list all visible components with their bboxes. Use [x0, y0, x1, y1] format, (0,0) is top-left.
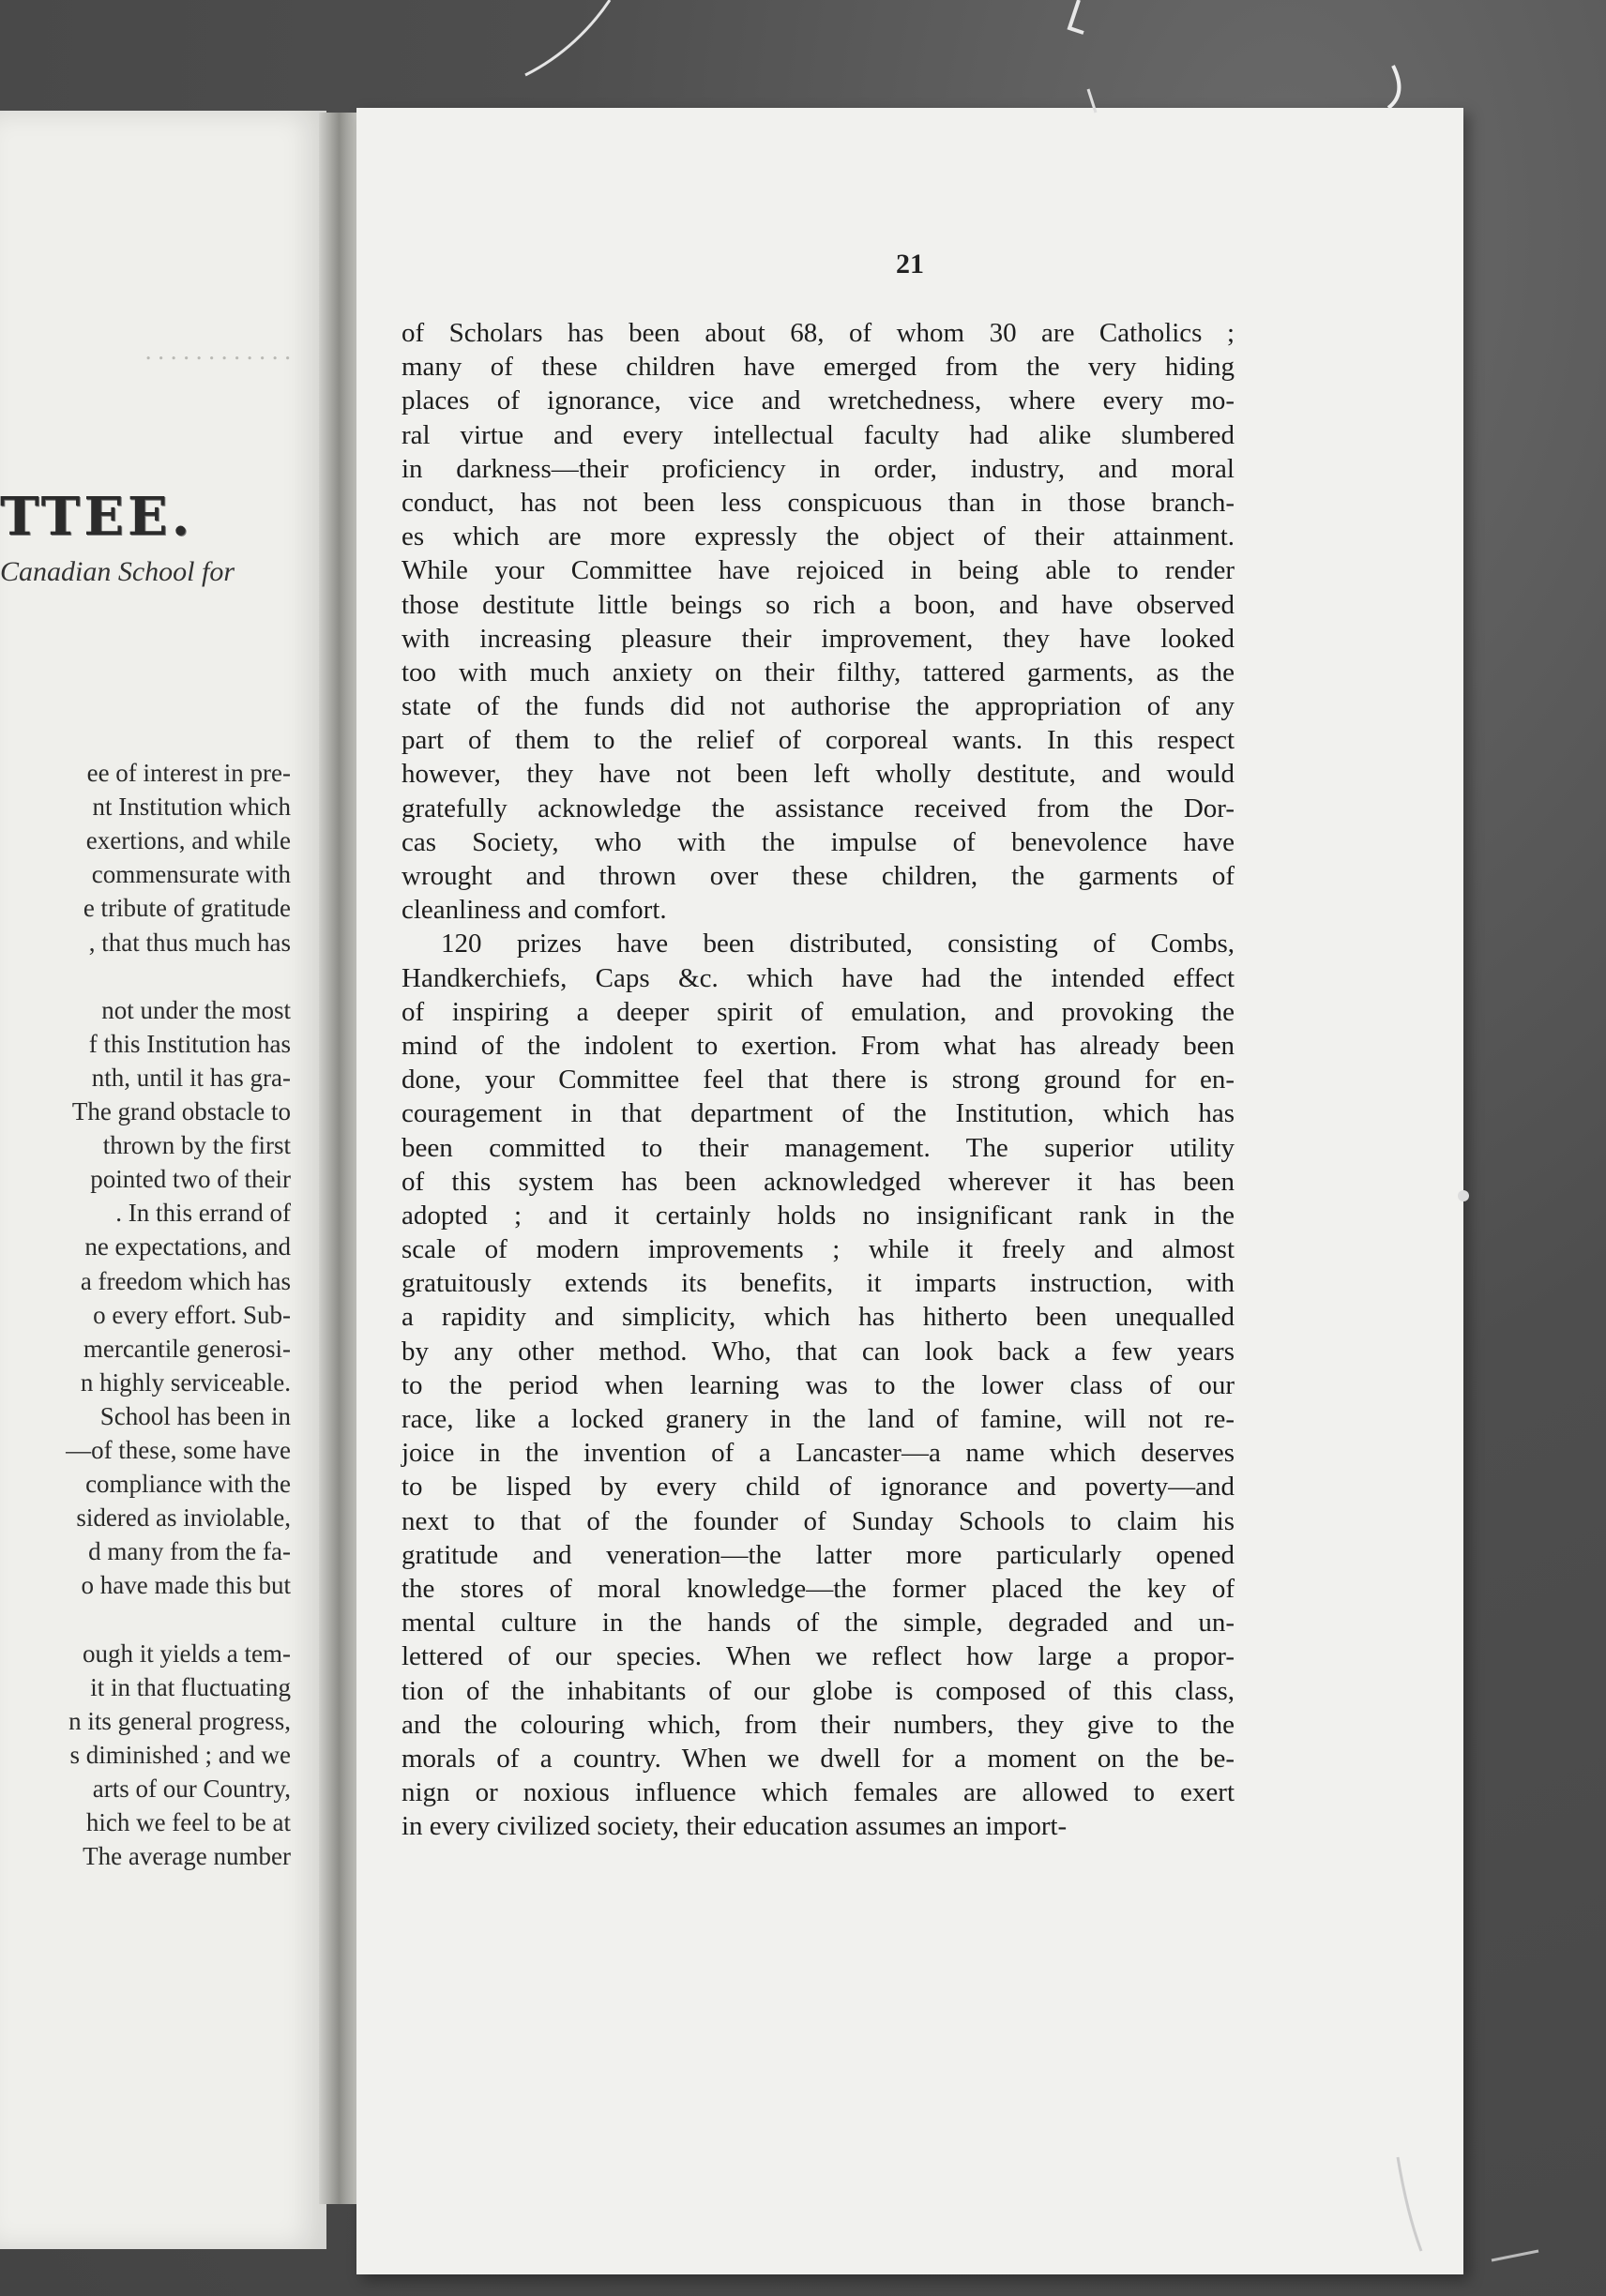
left-text-line: arts of our Country, [92, 1775, 291, 1803]
left-text-line: The grand obstacle to [71, 1097, 291, 1125]
left-text-line: d many from the fa- [88, 1537, 291, 1566]
text-line: with increasing pleasure their improvement, they have looked [402, 623, 1235, 654]
text-line: race, like a locked granery in the land of famine, will not re- [402, 1404, 1235, 1434]
left-text-line: nth, until it has gra- [91, 1063, 291, 1092]
text-line: adopted ; and it certainly holds no insignificant rank in the [402, 1200, 1235, 1231]
text-line: gratefully acknowledge the assistance received from the Dor- [402, 793, 1235, 823]
left-page [0, 111, 326, 2249]
left-page-text-column [0, 111, 326, 2249]
left-text-line: o have made this but [81, 1571, 291, 1600]
text-line: While your Committee have rejoiced in being able to render [402, 555, 1235, 586]
text-line: in darkness—their proficiency in order, industry, and moral [402, 453, 1235, 484]
left-text-line: exertions, and while [85, 826, 291, 855]
bleed-through-text: . . . . . . . . . . . . [144, 337, 291, 365]
text-line: state of the funds did not authorise the appropriation of any [402, 691, 1235, 722]
left-text-line: a freedom which has [80, 1266, 291, 1295]
left-text-line: sidered as inviolable, [76, 1503, 291, 1533]
left-text-line: The average number [83, 1842, 291, 1871]
left-text-line: . In this errand of [115, 1199, 291, 1228]
text-line: gratuitously extends its benefits, it imparts instruction, with [402, 1268, 1235, 1299]
text-line: too with much anxiety on their filthy, tattered garments, as the [402, 657, 1235, 687]
left-text-line: commensurate with [91, 860, 291, 889]
text-line: been committed to their management. The superior utility [402, 1132, 1235, 1163]
text-line: mind of the indolent to exertion. From what has already been [402, 1030, 1235, 1061]
text-line: to be lisped by every child of ignorance and poverty—and [402, 1472, 1235, 1503]
text-line: scale of modern improvements ; while it freely and almost [402, 1234, 1235, 1265]
text-line: conduct, has not been less conspicuous than in those branch- [402, 487, 1235, 518]
right-page [356, 108, 1463, 2274]
left-text-line: hich we feel to be at [85, 1808, 291, 1837]
left-text-line: not under the most [101, 995, 291, 1024]
text-line: of this system has been acknowledged wherever it has been [402, 1166, 1235, 1197]
page-number: 21 [896, 249, 924, 279]
text-line: and the colouring which, from their numbers, they give to the [402, 1709, 1235, 1740]
left-text-line: it in that fluctuating [90, 1672, 291, 1701]
text-line: by any other method. Who, that can look back a few years [402, 1336, 1235, 1367]
text-line: part of them to the relief of corporeal wants. In this respect [402, 725, 1235, 756]
left-text-line: ough it yields a tem- [83, 1639, 291, 1668]
right-page-body-text [402, 316, 1235, 1843]
text-line: morals of a country. When we dwell for a moment on the be- [402, 1743, 1235, 1774]
text-line: 120 prizes have been distributed, consisting of Combs, [441, 929, 1235, 959]
text-line: however, they have not been left wholly destitute, and would [402, 759, 1235, 790]
text-line: joice in the invention of a Lancaster—a name which deserves [402, 1438, 1235, 1469]
left-page-heading-fragment: TTEE. [0, 486, 194, 548]
text-line: in every civilized society, their education assumes an import- [402, 1811, 1068, 1842]
left-text-line: f this Institution has [88, 1029, 291, 1058]
text-line: those destitute little beings so rich a boon, and have observed [402, 589, 1235, 620]
text-line: tion of the inhabitants of our globe is composed of this class, [402, 1675, 1235, 1706]
text-line: cleanliness and comfort. [402, 895, 667, 926]
text-line: next to that of the founder of Sunday Schools to claim his [402, 1505, 1235, 1536]
left-text-line: s diminished ; and we [69, 1740, 291, 1769]
text-line: ral virtue and every intellectual faculty had alike slumbered [402, 419, 1235, 450]
left-text-line: pointed two of their [90, 1165, 291, 1194]
text-line: places of ignorance, vice and wretchedness, where every mo- [402, 385, 1235, 416]
text-line: wrought and thrown over these children, the garments of [402, 861, 1235, 891]
text-line: es which are more expressly the object of their attainment. [402, 521, 1235, 552]
text-line: many of these children have emerged from the very hiding [402, 352, 1235, 383]
left-text-line: mercantile generosi- [83, 1334, 291, 1363]
text-line: to the period when learning was to the lower class of our [402, 1369, 1235, 1400]
left-text-line: —of these, some have [66, 1436, 291, 1464]
left-page-subheading-fragment: Canadian School for [0, 556, 235, 587]
text-line: gratitude and veneration—the latter more particularly opened [402, 1539, 1235, 1570]
text-line: mental culture in the hands of the simple, degraded and un- [402, 1608, 1235, 1639]
text-line: cas Society, who with the impulse of benevolence have [402, 826, 1235, 857]
left-text-line: ne expectations, and [84, 1232, 291, 1261]
left-text-line: compliance with the [85, 1470, 291, 1499]
left-text-line: nt Institution which [92, 793, 291, 822]
text-line: of inspiring a deeper spirit of emulation, and provoking the [402, 996, 1235, 1027]
left-text-line: e tribute of gratitude [83, 894, 291, 923]
left-text-line: ee of interest in pre- [86, 759, 291, 787]
text-line: done, your Committee feel that there is strong ground for en- [402, 1065, 1235, 1095]
left-text-line: , that thus much has [88, 928, 291, 957]
left-text-line: n highly serviceable. [80, 1367, 291, 1397]
text-line: Handkerchiefs, Caps &c. which have had the intended effect [402, 962, 1235, 993]
left-text-line: School has been in [99, 1401, 291, 1430]
text-line: couragement in that department of the Institution, which has [402, 1098, 1235, 1129]
text-line: nign or noxious influence which females are allowed to exert [402, 1777, 1235, 1808]
text-line: lettered of our species. When we reflect how large a propor- [402, 1641, 1235, 1672]
left-text-line: thrown by the first [102, 1131, 291, 1160]
text-line: the stores of moral knowledge—the former placed the key of [402, 1573, 1235, 1604]
text-line: of Scholars has been about 68, of whom 30 are Catholics ; [402, 318, 1235, 348]
left-text-line: n its general progress, [68, 1706, 291, 1735]
left-text-line: o every effort. Sub- [93, 1300, 291, 1329]
text-line: a rapidity and simplicity, which has hitherto been unequalled [402, 1302, 1235, 1333]
